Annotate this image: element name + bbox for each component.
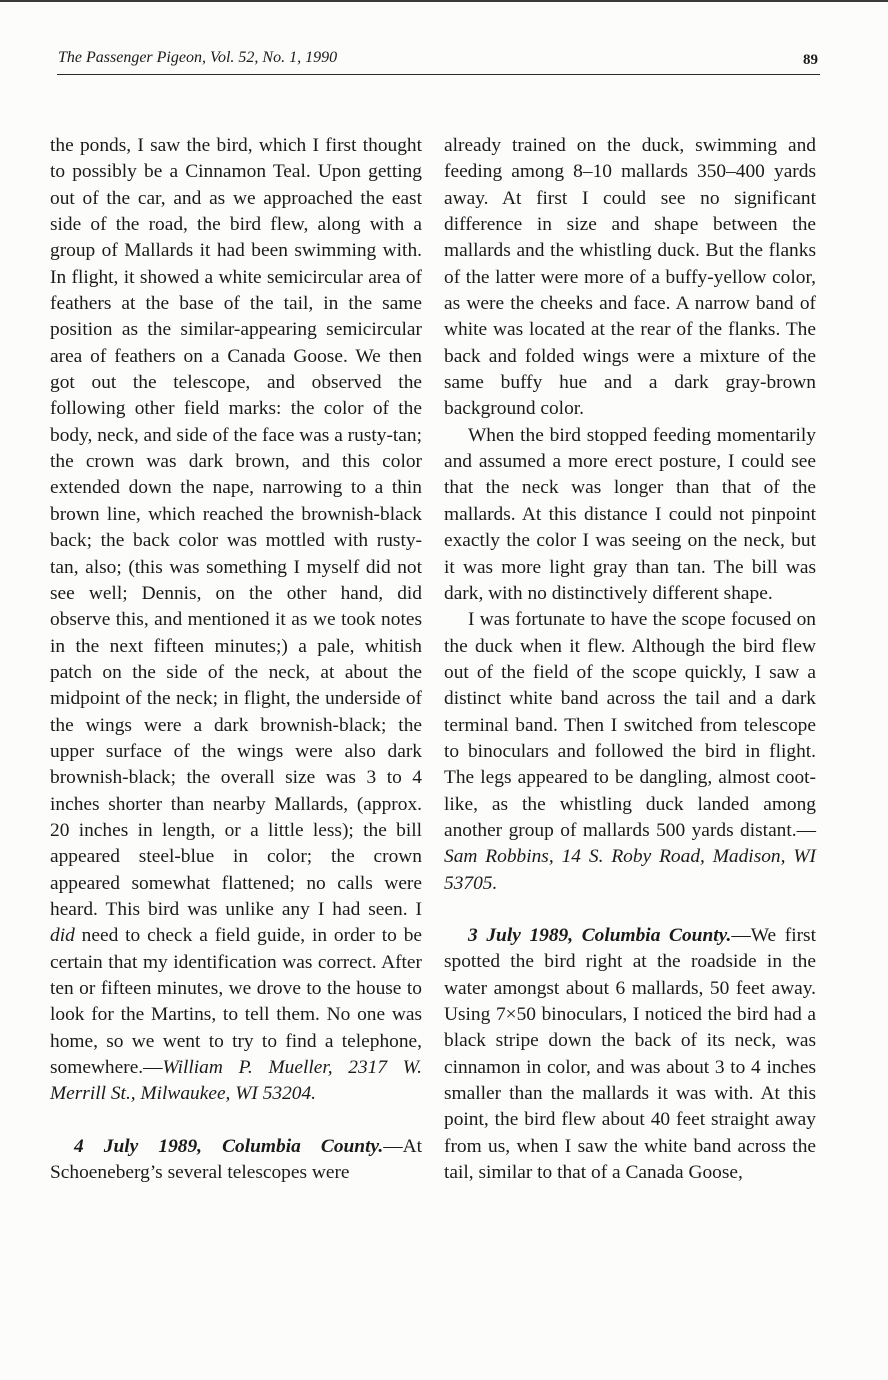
left-paragraph-2 xyxy=(50,1134,422,1187)
right-p4-heading: 3 July 1989, Columbia County. xyxy=(468,924,732,946)
top-border-rule xyxy=(0,0,888,2)
right-p4-text: —We first spotted the bird right at the roadside in the water amongst about 6 mallards, 50 feet away. Using 7×50 binoculars, I noticed the bird had a black stripe down the back of its neck, was cinnamon in color, and was about 3 to 4 inches smaller than the mallards it was with. At this point, the bird flew about 40 feet straight away from us, when I saw the white band across the tail, similar to that of a Canada Goose, xyxy=(444,924,816,1184)
right-paragraph-3 xyxy=(444,607,816,897)
left-p1-text: the ponds, I saw the bird, which I first thought to possibly be a Cinnamon Teal. Upon getting out of the car, and as we approached the east side of the road, the bird flew, along with a group of Mallards it had been swimming with. In flight, it showed a white semicircular area of feathers at the base of the tail, in the same position as the similar-appearing semicircular area of feathers on a Canada Goose. We then got out the telescope, and observed the following other field marks: the color of the body, neck, and side of the face was a rusty-tan; the crown was dark brown, and this color extended down the nape, narrowing to a thin brown line, which reached the brownish-black back; the back color was mottled with rusty-tan, also; (this was something I myself did not see well; Dennis, on the other hand, did observe this, and mentioned it as we took notes in the next fifteen minutes;) a pale, whitish patch on the side of the neck, at about the midpoint of the neck; in flight, the underside of the wings were a dark brownish-black; the upper surface of the wings were also dark brownish-black; the overall size was 3 to 4 inches shorter than nearby Mallards, (approx. 20 inches in length, or a little less); the bill appeared steel-blue in color; the crown appeared somewhat flattened; no calls were heard. This bird was unlike any I had seen. I xyxy=(50,135,422,920)
header-rule xyxy=(57,74,820,75)
left-p1-text-b: need to check a field guide, in order to be certain that my identification was correct. After ten or fifteen minutes, we drove to the house to look for the Martins, to tell them. No one was home, so we went to try to find a telephone, somewhere.— xyxy=(50,925,422,1079)
right-p3-author: Sam Robbins, 14 S. Roby Road, Madison, WI 53705. xyxy=(444,846,816,894)
left-p1-emphasis: did xyxy=(50,925,75,947)
page-number: 89 xyxy=(803,52,818,68)
left-p1-author: William P. Mueller, 2317 W. Merrill St., Milwaukee, WI 53204. xyxy=(50,1057,422,1105)
left-column xyxy=(50,133,422,1186)
left-p2-text: —At Schoeneberg’s several telescopes were xyxy=(50,1135,422,1184)
running-head xyxy=(58,49,818,73)
right-column xyxy=(444,133,816,1186)
right-p3-text: I was fortunate to have the scope focused on the duck when it flew. Although the bird flew out of the field of the scope quickly, I saw a distinct white band across the tail and a dark terminal band. Then I switched from telescope to binoculars and followed the bird in flight. The legs appeared to be dangling, almost coot-like, as the whistling duck landed among another group of mallards 500 yards distant.— xyxy=(444,609,816,841)
right-paragraph-2: When the bird stopped feeding momentarily and assumed a more erect posture, I could see that the neck was longer than that of the mallards. At this distance I could not pinpoint exactly the color I was seeing on the neck, but it was more light gray than tan. The bill was dark, with no distinctively different shape. xyxy=(444,424,816,604)
left-paragraph-1 xyxy=(50,133,422,1108)
right-paragraph-4 xyxy=(444,923,816,1186)
right-paragraph-1: already trained on the duck, swimming and feeding among 8–10 mallards 350–400 yards away. At first I could see no significant difference in size and shape between the mallards and the whistling duck. But the flanks of the latter were more of a buffy-yellow color, as were the cheeks and face. A narrow band of white was located at the rear of the flanks. The back and folded wings were a mixture of the same buffy hue and a dark gray-brown background color. xyxy=(444,135,816,420)
left-p2-heading: 4 July 1989, Columbia County. xyxy=(74,1135,384,1157)
journal-title: The Passenger Pigeon, Vol. 52, No. 1, 1990 xyxy=(58,49,338,66)
